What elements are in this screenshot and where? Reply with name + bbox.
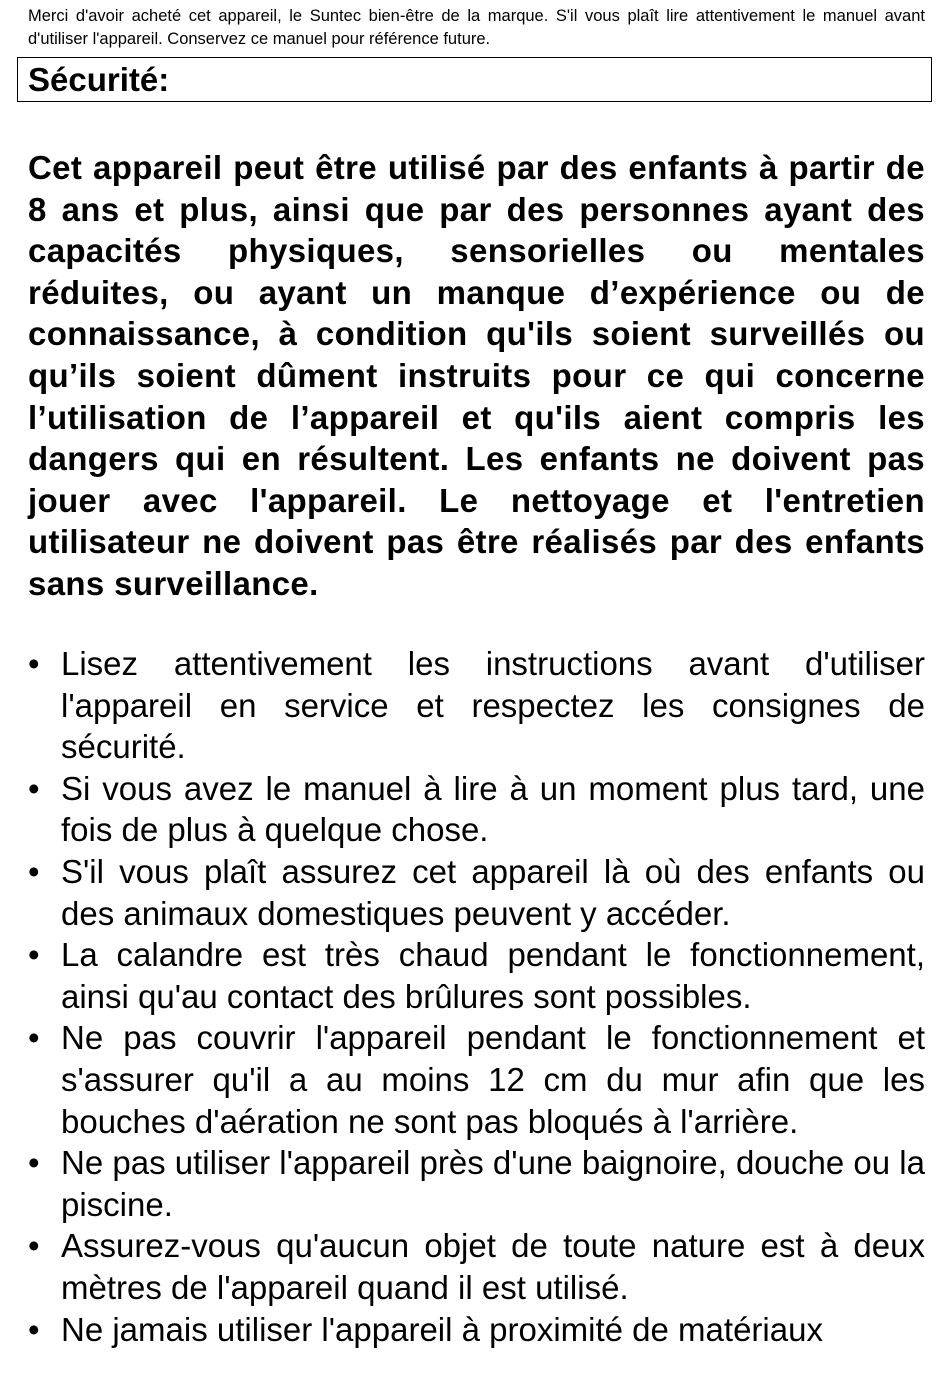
list-item: [28, 768, 925, 851]
list-item-text: Ne pas utiliser l'appareil près d'une baignoire, douche ou la piscine.: [61, 1144, 925, 1223]
safety-warning-paragraph: Cet appareil peut être utilisé par des enfants à partir de 8 ans et plus, ainsi que par des personnes ayant des capacités physiques, sensorielles ou mentales réduites, ou ayant un manque d’expérience ou de connaissance, à condition qu'ils soient surveillés ou qu’ils soient dûment instruits pour ce qui concerne l’utilisation de l’appareil et qu'ils aient compris les dangers qui en résultent. Les enfants ne doivent pas jouer avec l'appareil. Le nettoyage et l'entretien utilisateur ne doivent pas être réalisés par des enfants sans surveillance.: [28, 149, 925, 602]
bullet-icon: •: [28, 1310, 40, 1348]
list-item-text: Ne pas couvrir l'appareil pendant le fonctionnement et s'assurer qu'il a au moins 12 cm du mur afin que les bouches d'aération ne sont pas bloqués à l'arrière.: [61, 1019, 925, 1140]
safety-instructions-list: [28, 643, 925, 1350]
list-item: [28, 1225, 925, 1308]
list-item-text: S'il vous plaît assurez cet appareil là où des enfants ou des animaux domestiques peuvent y accéder.: [61, 852, 925, 932]
list-item: [28, 1309, 925, 1351]
bullet-icon: •: [28, 852, 40, 890]
bullet-icon: •: [28, 1144, 40, 1182]
intro-paragraph: Merci d'avoir acheté cet appareil, le Suntec bien-être de la marque. S'il vous plaît lire attentivement le manuel avant d'utiliser l'appareil. Conservez ce manuel pour référence future.: [28, 7, 925, 48]
bullet-icon: •: [28, 936, 40, 974]
list-item-text: Assurez-vous qu'aucun objet de toute nature est à deux mètres de l'appareil quand il est utilisé.: [61, 1227, 925, 1306]
list-item: [28, 851, 925, 934]
list-item-text: La calandre est très chaud pendant le fonctionnement, ainsi qu'au contact des brûlures sont possibles.: [61, 936, 925, 1015]
list-item-text: Si vous avez le manuel à lire à un moment plus tard, une fois de plus à quelque chose.: [61, 769, 925, 849]
bullet-icon: •: [28, 769, 40, 807]
list-item: [28, 934, 925, 1017]
bullet-icon: •: [28, 645, 40, 682]
list-item: [28, 1017, 925, 1142]
list-item: [28, 1142, 925, 1225]
list-item-text: Lisez attentivement les instructions avant d'utiliser l'appareil en service et respectez les consignes de sécurité.: [61, 645, 925, 766]
section-header-box: [17, 57, 932, 102]
list-item-text: Ne jamais utiliser l'appareil à proximité de matériaux: [61, 1310, 823, 1348]
bullet-icon: •: [28, 1227, 40, 1265]
list-item: [28, 643, 925, 768]
bullet-icon: •: [28, 1019, 40, 1057]
section-title: Sécurité:: [28, 61, 170, 98]
